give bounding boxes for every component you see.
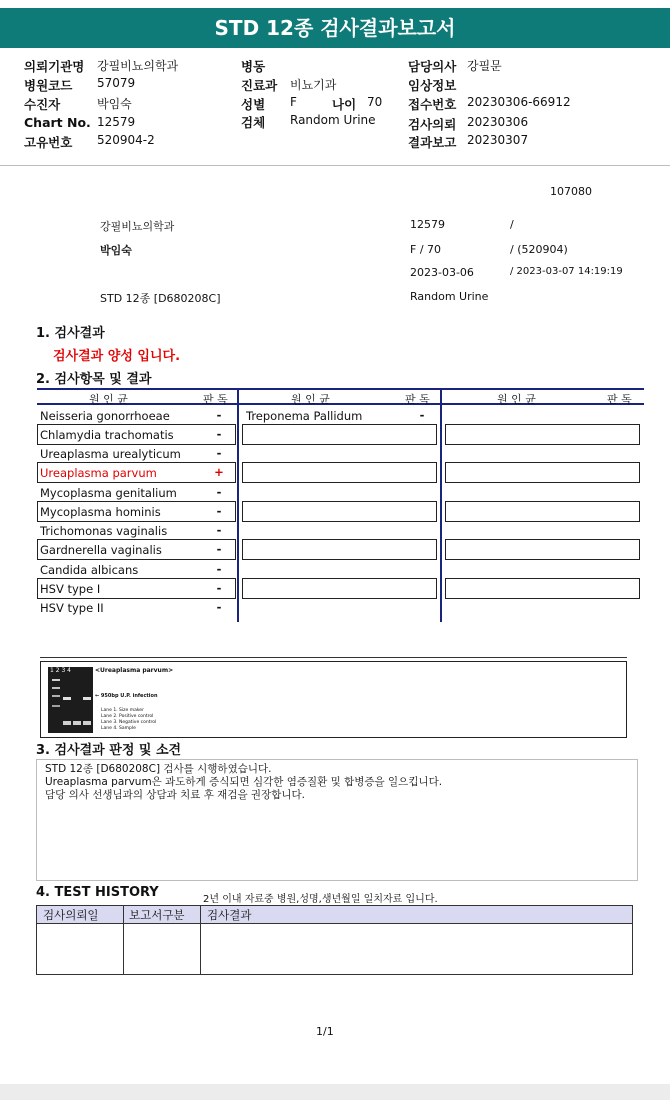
organism-name: Mycoplasma genitalium [40,486,177,500]
report-value: 20230307 [467,133,529,147]
primer-band [73,721,81,725]
organism-result: - [216,523,222,537]
organism-name: Treponema Pallidum [246,409,363,423]
ladder-band [52,705,60,707]
doc-patient: 박임숙 [100,244,132,257]
doc-institution: 강필비뇨의학과 [100,220,175,233]
organism-result: - [216,427,222,441]
empty-row-box [445,539,640,560]
res-header-1: 판 독 [203,393,228,406]
organism-name: HSV type II [40,601,104,615]
ladder-band [52,687,60,689]
gel-electrophoresis-panel [40,661,627,738]
organism-result: - [216,581,222,595]
organism-name: Ureaplasma urealyticum [40,447,181,461]
doc-date1: 2023-03-06 [410,266,474,279]
history-divider [200,906,201,974]
empty-row-box [445,501,640,522]
empty-row-box [242,539,437,560]
organism-result: - [216,446,222,460]
organism-result: - [216,542,222,556]
empty-row-box [242,462,437,483]
empty-row-box [445,424,640,445]
gel-band-label: ← 950bp U.P. infection [95,693,158,699]
gel-legend: Lane 3. Negative control [101,720,157,725]
gel-legend: Lane 2. Positive control [101,714,154,719]
history-note: 2년 이내 자료중 병원,성명,생년월일 일치자료 입니다. [203,894,438,905]
organism-result: - [216,485,222,499]
empty-row-box [242,578,437,599]
institution-label: 의뢰기관명 [24,59,85,74]
organism-result-positive: + [214,465,224,479]
gel-image [48,667,93,733]
organism-name: Neisseria gonorrhoeae [40,409,170,423]
organism-name: Trichomonas vaginalis [40,524,168,538]
age-label: 나이 [332,97,357,112]
doc-sex-age: F / 70 [410,243,442,256]
doc-date2: / 2023-03-07 14:19:19 [510,266,623,277]
ladder-band [52,679,60,681]
organism-name: Chlamydia trachomatis [40,428,174,442]
empty-row-box [242,424,437,445]
finding-line: Ureaplasma parvum은 과도하게 증식되면 심각한 염증질환 및 합병증을 일으킵니다. [45,776,443,788]
institution-value: 강필비뇨의학과 [97,59,179,73]
organism-result: - [216,600,222,614]
patient-value: 박임숙 [97,97,132,111]
specimen-value: Random Urine [290,113,376,127]
organism-result: - [216,504,222,518]
col-header-2: 원 인 균 [291,393,330,406]
dept-value: 비뇨기과 [290,78,337,92]
table-divider-1 [237,388,239,622]
patient-label: 수진자 [24,97,61,112]
finding-line: STD 12종 [D680208C] 검사를 시행하였습니다. [45,763,272,775]
receipt-value: 20230306-66912 [467,95,571,109]
table-divider-2 [440,388,442,622]
empty-row-box [242,501,437,522]
gel-legend: Lane 4. Sample [101,726,136,731]
request-label: 검사의뢰 [408,117,457,132]
sex-value: F [290,95,297,109]
age-value: 70 [367,95,383,109]
gel-lane-numbers: 1 2 3 4 [50,667,71,674]
finding-line: 담당 의사 선생님과의 상담과 치료 후 재검을 권장합니다. [45,789,305,801]
primer-band [63,721,71,725]
chart-value: 12579 [97,115,136,129]
res-header-2: 판 독 [405,393,430,406]
positive-band [63,697,71,700]
history-col-result: 검사결과 [207,908,252,922]
primer-band [83,721,91,725]
specimen-label: 검체 [241,115,266,130]
receipt-label: 접수번호 [408,97,457,112]
patient-info-panel [0,50,670,166]
findings-box [36,759,638,881]
organism-result: - [419,408,425,422]
empty-row-box [445,578,640,599]
history-col-type: 보고서구분 [129,908,185,922]
organism-name: Candida albicans [40,563,139,577]
doc-chart: 12579 [410,218,445,231]
ward-label: 병동 [241,59,266,74]
history-table-header [37,906,632,924]
section2-title: 2. 검사항목 및 결과 [36,372,152,387]
hospital-code-label: 병원코드 [24,78,73,93]
organism-result: - [216,562,222,576]
doc-unique: / (520904) [510,243,568,256]
hospital-code-value: 57079 [97,76,136,90]
gel-title: <Ureaplasma parvum> [95,667,174,674]
footer-bar [0,1084,670,1100]
doc-specimen: Random Urine [410,290,489,303]
col-header-3: 원 인 균 [497,393,536,406]
organism-result: - [216,408,222,422]
unique-value: 520904-2 [97,133,155,147]
request-value: 20230306 [467,115,529,129]
col-header-1: 원 인 균 [89,393,128,406]
doc-code: 107080 [550,185,592,198]
dept-label: 진료과 [241,78,278,93]
ladder-band [52,695,60,697]
doc-slash: / [510,218,514,231]
page-number: 1/1 [316,1025,334,1038]
section3-title: 3. 검사결과 판정 및 소견 [36,743,182,758]
clinical-label: 임상정보 [408,78,457,93]
organism-name-positive: Ureaplasma parvum [40,466,157,480]
results-table-header [37,388,644,405]
sex-label: 성별 [241,97,266,112]
report-label: 결과보고 [408,135,457,150]
doctor-label: 담당의사 [408,59,457,74]
history-table [36,905,633,975]
sample-band [83,697,91,700]
empty-row-box [445,462,640,483]
gel-top-rule [40,657,627,658]
positive-result-text: 검사결과 양성 입니다. [53,349,181,364]
history-col-date: 검사의뢰일 [43,908,99,922]
section4-title: 4. TEST HISTORY [36,885,159,900]
doc-test-name: STD 12종 [D680208C] [100,292,221,305]
res-header-3: 판 독 [607,393,632,406]
chart-label: Chart No. [24,115,91,130]
section1-title: 1. 검사결과 [36,326,105,341]
organism-name: Gardnerella vaginalis [40,543,162,557]
history-divider [123,906,124,974]
report-title: STD 12종 검사결과보고서 [0,8,670,48]
gel-legend: Lane 1. Size maker [101,708,144,713]
organism-name: Mycoplasma hominis [40,505,161,519]
doctor-value: 강필문 [467,59,502,73]
organism-name: HSV type I [40,582,101,596]
unique-label: 고유번호 [24,135,73,150]
